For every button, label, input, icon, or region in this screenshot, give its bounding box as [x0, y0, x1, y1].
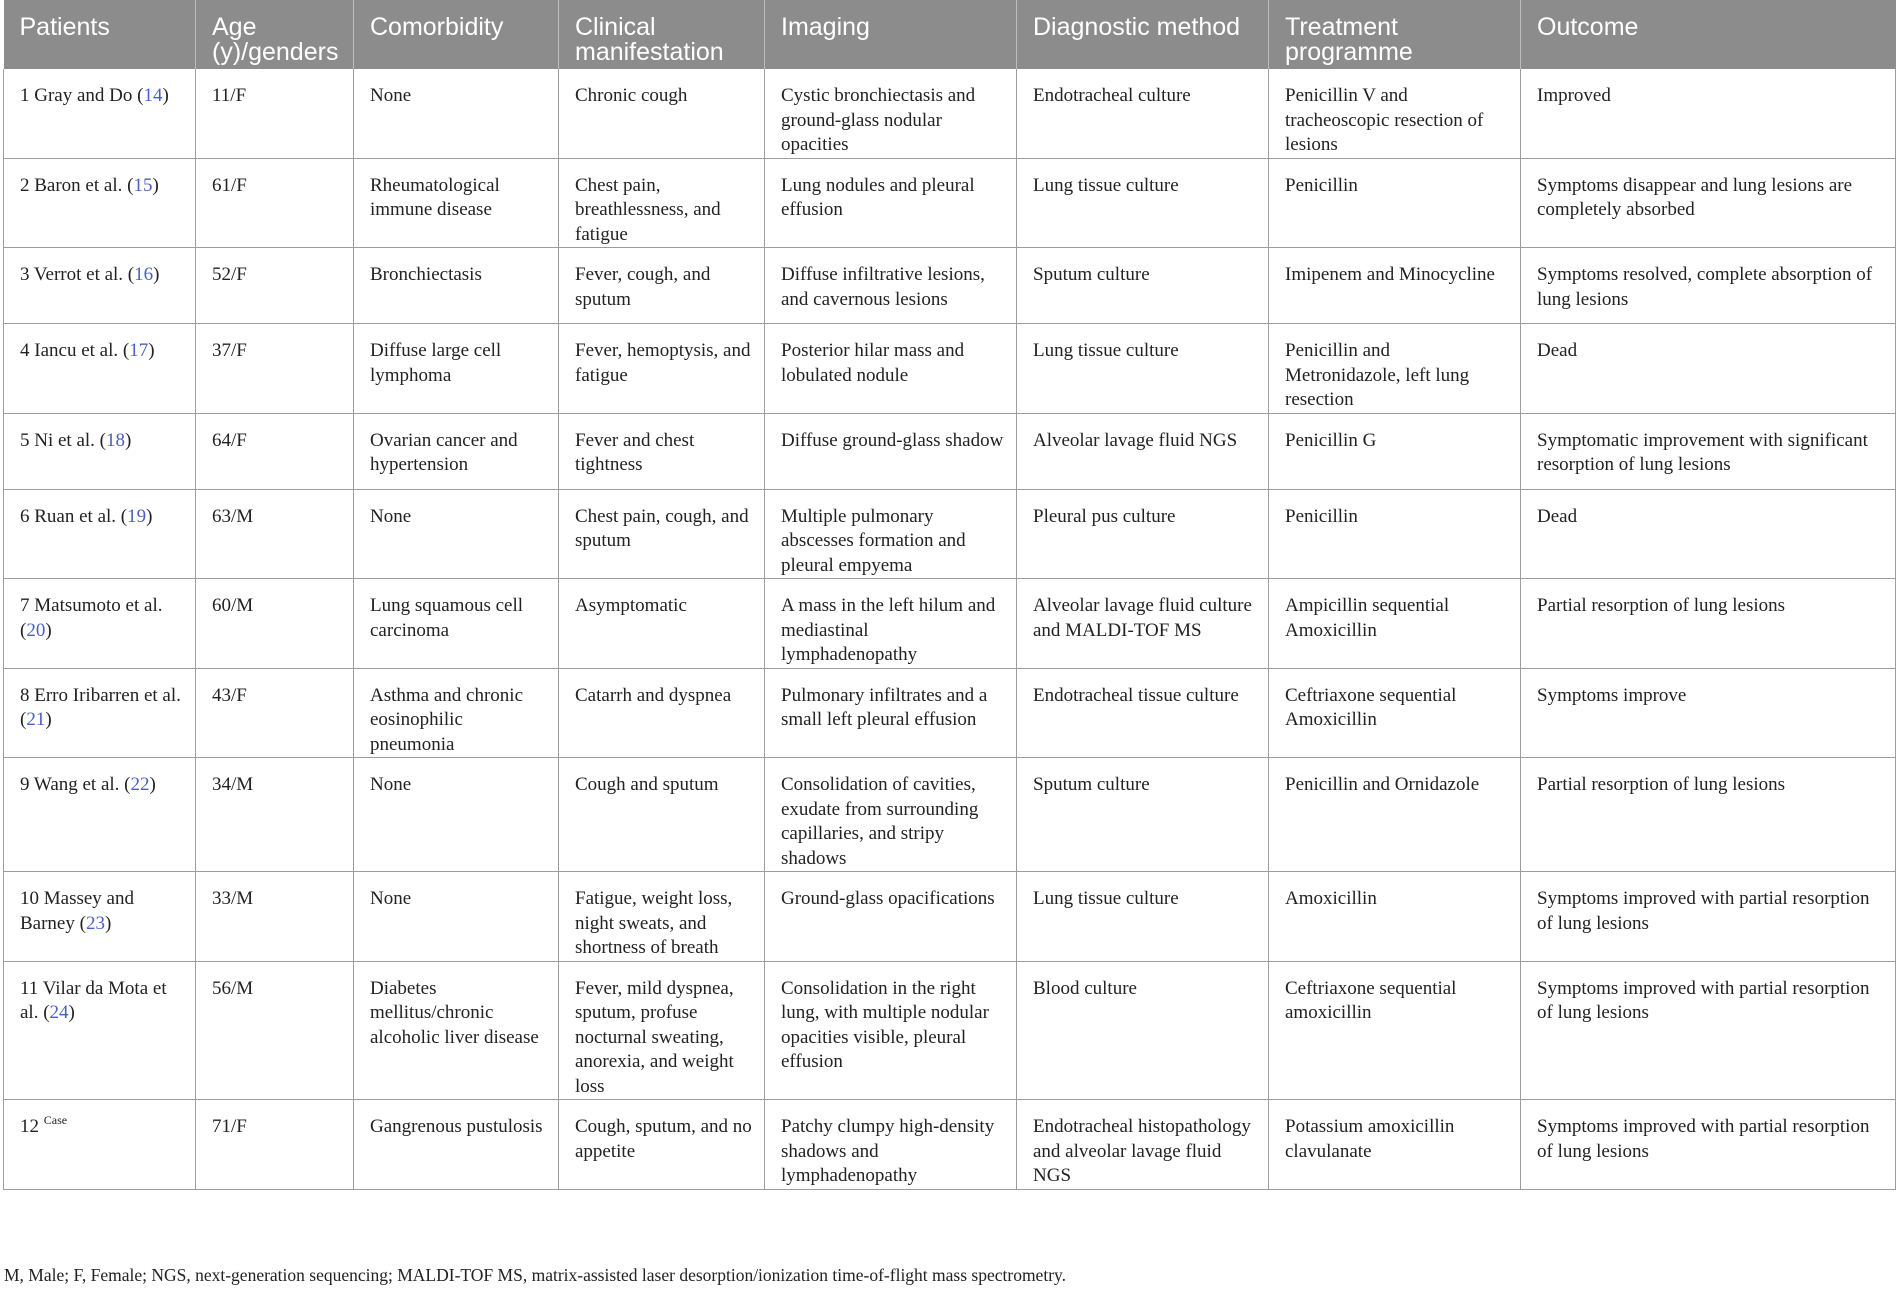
treatment-programme-cell: Ceftriaxone sequential Amoxicillin	[1269, 668, 1521, 758]
reference-close-paren: )	[146, 505, 153, 527]
reference-close-paren: )	[162, 85, 169, 106]
diagnostic-method-cell: Pleural pus culture	[1017, 489, 1269, 579]
patient-name: 5 Ni et al. (	[20, 429, 107, 451]
comorbidity-cell: Rheumatological immune disease	[354, 158, 559, 248]
patient-cell	[4, 1100, 196, 1190]
reference-close-paren: )	[153, 264, 160, 285]
patient-cell	[4, 69, 196, 158]
clinical-manifestation-cell: Fever, mild dyspnea, sputum, profuse nocturnal sweating, anorexia, and weight loss	[559, 961, 765, 1100]
clinical-manifestation-cell: Fever and chest tightness	[559, 413, 765, 489]
clinical-manifestation-cell: Fatigue, weight loss, night sweats, and shortness of breath	[559, 872, 765, 962]
diagnostic-method-cell: Lung tissue culture	[1017, 158, 1269, 248]
table-row	[4, 413, 1896, 489]
diagnostic-method-cell: Endotracheal tissue culture	[1017, 668, 1269, 758]
table-row	[4, 961, 1896, 1100]
age-gender-cell: 64/F	[196, 413, 354, 489]
reference-link[interactable]: 24	[49, 1002, 69, 1023]
reference-link[interactable]: 19	[127, 505, 147, 527]
treatment-programme-cell: Penicillin and Ornidazole	[1269, 758, 1521, 872]
comorbidity-cell: Diabetes mellitus/chronic alcoholic liver disease	[354, 961, 559, 1100]
outcome-cell: Partial resorption of lung lesions	[1521, 758, 1896, 872]
clinical-manifestation-cell: Catarrh and dyspnea	[559, 668, 765, 758]
diagnostic-method-cell: Alveolar lavage fluid NGS	[1017, 413, 1269, 489]
comorbidity-cell: None	[354, 758, 559, 872]
table-row	[4, 1100, 1896, 1190]
patient-cell	[4, 489, 196, 579]
clinical-manifestation-cell: Chest pain, cough, and sputum	[559, 489, 765, 579]
treatment-programme-cell: Penicillin and Metronidazole, left lung resection	[1269, 324, 1521, 414]
imaging-cell: Consolidation of cavities, exudate from surrounding capillaries, and stripy shadows	[765, 758, 1017, 872]
diagnostic-method-cell: Endotracheal culture	[1017, 69, 1269, 158]
comorbidity-cell: Asthma and chronic eosinophilic pneumonia	[354, 668, 559, 758]
reference-link[interactable]: 15	[133, 174, 153, 196]
age-gender-cell: 33/M	[196, 872, 354, 962]
patient-name: 2 Baron et al. (	[20, 174, 134, 196]
diagnostic-method-cell: Endotracheal histopathology and alveolar lavage fluid NGS	[1017, 1100, 1269, 1190]
header-diagnostic-method: Diagnostic method	[1017, 0, 1269, 69]
clinical-manifestation-cell: Chest pain, breathlessness, and fatigue	[559, 158, 765, 248]
table-row	[4, 248, 1896, 324]
treatment-programme-cell: Penicillin V and tracheoscopic resection of lesions	[1269, 69, 1521, 158]
imaging-cell: Diffuse ground-glass shadow	[765, 413, 1017, 489]
clinical-manifestation-cell: Cough, sputum, and no appetite	[559, 1100, 765, 1190]
table-row	[4, 872, 1896, 962]
outcome-cell: Symptomatic improvement with significant resorption of lung lesions	[1521, 413, 1896, 489]
reference-close-paren: )	[125, 429, 132, 451]
table-footnote: M, Male; F, Female; NGS, next-generation sequencing; MALDI-TOF MS, matrix-assisted laser desorption/ionization time-of-flight mass spectrometry.	[4, 1265, 1067, 1285]
patient-cell	[4, 668, 196, 758]
age-gender-cell: 56/M	[196, 961, 354, 1100]
outcome-cell: Improved	[1521, 69, 1896, 158]
header-age-genders: Age (y)/genders	[196, 0, 354, 69]
table-row	[4, 489, 1896, 579]
reference-link[interactable]: 14	[143, 85, 163, 106]
outcome-cell: Symptoms improved with partial resorption of lung lesions	[1521, 872, 1896, 962]
age-gender-cell: 34/M	[196, 758, 354, 872]
reference-link[interactable]: 17	[129, 340, 149, 361]
treatment-programme-cell: Ampicillin sequential Amoxicillin	[1269, 579, 1521, 669]
patients-table	[3, 0, 1896, 1190]
header-patients: Patients	[19, 13, 110, 41]
patient-cell	[4, 248, 196, 324]
age-gender-cell: 61/F	[196, 158, 354, 248]
age-gender-cell: 63/M	[196, 489, 354, 579]
age-gender-cell: 52/F	[196, 248, 354, 324]
imaging-cell: Lung nodules and pleural effusion	[765, 158, 1017, 248]
reference-close-paren: )	[45, 619, 52, 641]
age-gender-cell: 37/F	[196, 324, 354, 414]
outcome-cell: Symptoms improve	[1521, 668, 1896, 758]
diagnostic-method-cell: Alveolar lavage fluid culture and MALDI-TOF MS	[1017, 579, 1269, 669]
patient-name: 6 Ruan et al. (	[20, 505, 128, 527]
patient-name: 3 Verrot et al. (	[20, 264, 135, 285]
patient-cell	[4, 961, 196, 1100]
header-outcome: Outcome	[1521, 0, 1896, 69]
diagnostic-method-cell: Lung tissue culture	[1017, 324, 1269, 414]
reference-link[interactable]: 21	[26, 709, 46, 730]
comorbidity-cell: Gangrenous pustulosis	[354, 1100, 559, 1190]
treatment-programme-cell: Amoxicillin	[1269, 872, 1521, 962]
imaging-cell: Pulmonary infiltrates and a small left pleural effusion	[765, 668, 1017, 758]
patient-cell	[4, 579, 196, 669]
comorbidity-cell: Lung squamous cell carcinoma	[354, 579, 559, 669]
reference-link[interactable]: 22	[130, 774, 150, 795]
reference-close-paren: )	[152, 174, 159, 196]
imaging-cell: A mass in the left hilum and mediastinal lymphadenopathy	[765, 579, 1017, 669]
comorbidity-cell: Ovarian cancer and hypertension	[354, 413, 559, 489]
outcome-cell: Symptoms resolved, complete absorption of lung lesions	[1521, 248, 1896, 324]
patient-name: 7 Matsumoto et al. (	[20, 595, 163, 641]
outcome-cell: Dead	[1521, 489, 1896, 579]
reference-close-paren: )	[148, 340, 155, 361]
patient-cell	[4, 872, 196, 962]
age-gender-cell: 71/F	[196, 1100, 354, 1190]
diagnostic-method-cell: Sputum culture	[1017, 758, 1269, 872]
patient-cell	[4, 158, 196, 248]
treatment-programme-cell: Penicillin G	[1269, 413, 1521, 489]
imaging-cell: Ground-glass opacifications	[765, 872, 1017, 962]
table-row	[4, 579, 1896, 669]
table-row	[4, 758, 1896, 872]
patient-name: 1 Gray and Do (	[20, 85, 144, 106]
patient-name: 10 Massey and Barney (	[20, 888, 134, 934]
clinical-manifestation-cell: Asymptomatic	[559, 579, 765, 669]
treatment-programme-cell: Ceftriaxone sequential amoxicillin	[1269, 961, 1521, 1100]
patient-name: 11 Vilar da Mota et al. (	[20, 977, 167, 1023]
imaging-cell: Diffuse infiltrative lesions, and cavernous lesions	[765, 248, 1017, 324]
table-row	[4, 668, 1896, 758]
reference-link[interactable]: 16	[134, 264, 154, 285]
patient-name: 12	[20, 1116, 44, 1137]
patient-name: 9 Wang et al. (	[20, 774, 131, 795]
table-header-row	[4, 0, 1896, 69]
comorbidity-cell: None	[354, 69, 559, 158]
comorbidity-cell: None	[354, 872, 559, 962]
table-row	[4, 69, 1896, 158]
age-gender-cell: 60/M	[196, 579, 354, 669]
patient-cell	[4, 758, 196, 872]
table-row	[4, 158, 1896, 248]
reference-link[interactable]: 23	[85, 912, 105, 934]
header-clinical-manifestation: Clinical manifestation	[559, 0, 765, 69]
patient-cell	[4, 413, 196, 489]
patient-cell	[4, 324, 196, 414]
comorbidity-cell: None	[354, 489, 559, 579]
diagnostic-method-cell: Sputum culture	[1017, 248, 1269, 324]
outcome-cell: Dead	[1521, 324, 1896, 414]
patient-name: 8 Erro Iribarren et al. (	[20, 684, 181, 730]
header-comorbidity: Comorbidity	[354, 0, 559, 69]
imaging-cell: Multiple pulmonary abscesses formation and pleural empyema	[765, 489, 1017, 579]
header-treatment-programme: Treatment programme	[1269, 0, 1521, 69]
comorbidity-cell: Bronchiectasis	[354, 248, 559, 324]
case-superscript: Case	[43, 1113, 68, 1127]
treatment-programme-cell: Potassium amoxicillin clavulanate	[1269, 1100, 1521, 1190]
clinical-manifestation-cell: Fever, cough, and sputum	[559, 248, 765, 324]
age-gender-cell: 43/F	[196, 668, 354, 758]
outcome-cell: Partial resorption of lung lesions	[1521, 579, 1896, 669]
reference-close-paren: )	[149, 774, 156, 795]
reference-close-paren: )	[45, 709, 52, 730]
outcome-cell: Symptoms disappear and lung lesions are completely absorbed	[1521, 158, 1896, 248]
diagnostic-method-cell: Blood culture	[1017, 961, 1269, 1100]
treatment-programme-cell: Penicillin	[1269, 489, 1521, 579]
clinical-manifestation-cell: Cough and sputum	[559, 758, 765, 872]
reference-close-paren: )	[68, 1002, 75, 1023]
reference-link[interactable]: 18	[106, 429, 126, 451]
patient-name: 4 Iancu et al. (	[20, 340, 130, 361]
comorbidity-cell: Diffuse large cell lymphoma	[354, 324, 559, 414]
diagnostic-method-cell: Lung tissue culture	[1017, 872, 1269, 962]
clinical-manifestation-cell: Chronic cough	[559, 69, 765, 158]
imaging-cell: Posterior hilar mass and lobulated nodule	[765, 324, 1017, 414]
reference-link[interactable]: 20	[26, 619, 46, 641]
treatment-programme-cell: Imipenem and Minocycline	[1269, 248, 1521, 324]
reference-close-paren: )	[104, 912, 112, 934]
imaging-cell: Consolidation in the right lung, with multiple nodular opacities visible, pleural effusion	[765, 961, 1017, 1100]
outcome-cell: Symptoms improved with partial resorption of lung lesions	[1521, 961, 1896, 1100]
clinical-manifestation-cell: Fever, hemoptysis, and fatigue	[559, 324, 765, 414]
imaging-cell: Cystic bronchiectasis and ground-glass nodular opacities	[765, 69, 1017, 158]
outcome-cell: Symptoms improved with partial resorption of lung lesions	[1521, 1100, 1896, 1190]
imaging-cell: Patchy clumpy high-density shadows and lymphadenopathy	[765, 1100, 1017, 1190]
table-row	[4, 324, 1896, 414]
treatment-programme-cell: Penicillin	[1269, 158, 1521, 248]
header-imaging: Imaging	[765, 0, 1017, 69]
age-gender-cell: 11/F	[196, 69, 354, 158]
